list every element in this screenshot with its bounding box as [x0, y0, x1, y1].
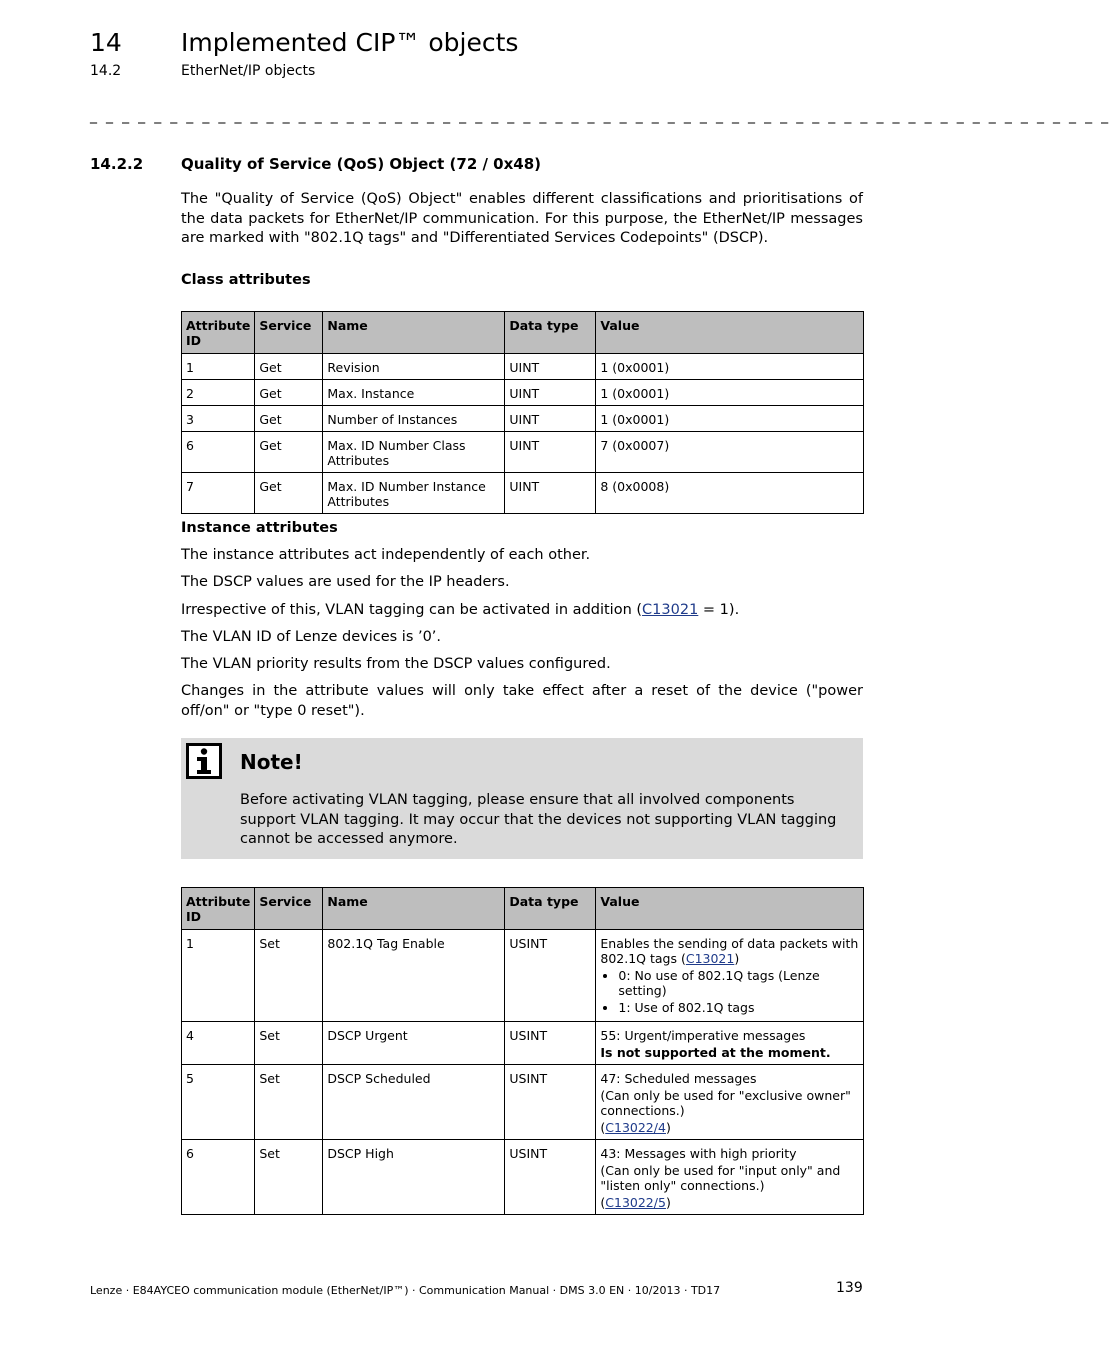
value-reference: (C13022/5)	[600, 1195, 671, 1210]
c13022-5-link[interactable]: C13022/5	[605, 1195, 666, 1210]
cell-value	[596, 1140, 864, 1215]
paragraph-vlan	[181, 601, 863, 621]
paragraph: The VLAN ID of Lenze devices is ’0’.	[181, 629, 442, 645]
column-header: Value	[596, 888, 864, 930]
cell-value: 7 (0x0007)	[596, 432, 864, 473]
column-header: Data type	[505, 888, 596, 930]
cell-service: Get	[255, 380, 323, 406]
cell-service: Get	[255, 406, 323, 432]
cell-name: Max. ID Number Instance Attributes	[323, 473, 505, 514]
instance-attributes-table	[181, 887, 864, 1215]
cell-attribute-id: 6	[182, 1140, 255, 1215]
value-text: )	[734, 951, 740, 966]
table-row	[182, 930, 864, 1022]
cell-attribute-id: 1	[182, 930, 255, 1022]
cell-service: Set	[255, 930, 323, 1022]
c13021-link[interactable]: C13021	[685, 951, 735, 966]
header-divider: _ _ _ _ _ _ _ _ _ _ _ _ _ _ _ _ _ _ _ _ _ _ _ _ _ _ _ _ _ _ _ _ _ _ _ _ _ _ _ _ _ _ _ _ _ _ _ _ _ _ _ _ _ _ _ _ _ _ _ _ _ _ _ _	[90, 108, 1110, 124]
table-row	[182, 406, 864, 432]
paragraph: The VLAN priority results from the DSCP values configured.	[181, 656, 611, 672]
cell-attribute-id: 2	[182, 380, 255, 406]
cell-name: DSCP Urgent	[323, 1022, 505, 1065]
cell-value: 1 (0x0001)	[596, 354, 864, 380]
table-row	[182, 1065, 864, 1140]
note-text: Before activating VLAN tagging, please ensure that all involved components support VLAN tagging. It may occur that the devices not supporting VLAN tagging cannot be accessed anymore.	[240, 792, 837, 847]
cell-value: 1 (0x0001)	[596, 380, 864, 406]
cell-name: DSCP High	[323, 1140, 505, 1215]
cell-attribute-id: 5	[182, 1065, 255, 1140]
value-text: Enables the sending of data packets with 802.1Q tags (	[600, 936, 859, 966]
cell-attribute-id: 6	[182, 432, 255, 473]
cell-service: Get	[255, 432, 323, 473]
cell-attribute-id: 3	[182, 406, 255, 432]
paragraph-text: Irrespective of this, VLAN tagging can be activated in addition (	[181, 602, 643, 618]
cell-data-type: USINT	[505, 1140, 596, 1215]
cell-name: 802.1Q Tag Enable	[323, 930, 505, 1022]
table-row	[182, 1022, 864, 1065]
c13021-link[interactable]: C13021	[642, 602, 699, 618]
table-row	[182, 380, 864, 406]
cell-data-type: UINT	[505, 432, 596, 473]
cell-value: 8 (0x0008)	[596, 473, 864, 514]
paragraph: The DSCP values are used for the IP headers.	[181, 574, 510, 590]
cell-name: Max. ID Number Class Attributes	[323, 432, 505, 473]
column-header: Name	[323, 312, 505, 354]
paragraph: The instance attributes act independently of each other.	[181, 547, 591, 563]
column-header: Service	[255, 312, 323, 354]
cell-data-type: UINT	[505, 406, 596, 432]
paragraph-text: = 1).	[698, 602, 740, 618]
cell-data-type: UINT	[505, 380, 596, 406]
value-text: (Can only be used for "exclusive owner" connections.)	[600, 1088, 851, 1118]
cell-name: Max. Instance	[323, 380, 505, 406]
cell-name: DSCP Scheduled	[323, 1065, 505, 1140]
subchapter-number: 14.2	[90, 63, 122, 79]
column-header: Value	[596, 312, 864, 354]
c13022-4-link[interactable]: C13022/4	[605, 1120, 666, 1135]
subchapter-title: EtherNet/IP objects	[181, 63, 316, 79]
cell-value	[596, 1022, 864, 1065]
value-text: 47: Scheduled messages	[600, 1071, 757, 1086]
cell-name: Revision	[323, 354, 505, 380]
cell-data-type: USINT	[505, 930, 596, 1022]
column-header: Attribute ID	[182, 888, 255, 930]
cell-service: Get	[255, 473, 323, 514]
table-header-row	[182, 312, 864, 354]
note-title: Note!	[240, 750, 303, 774]
class-attributes-table	[181, 311, 864, 514]
table-row	[182, 473, 864, 514]
list-item: • 0: No use of 802.1Q tags (Lenze setting)	[618, 968, 859, 998]
value-text: (Can only be used for "input only" and "listen only" connections.)	[600, 1163, 841, 1193]
cell-data-type: UINT	[505, 473, 596, 514]
table-row	[182, 432, 864, 473]
cell-data-type: USINT	[505, 1022, 596, 1065]
value-text: 43: Messages with high priority	[600, 1146, 797, 1161]
paragraph: Changes in the attribute values will only take effect after a reset of the device ("power off/on" or "type 0 reset").	[181, 683, 863, 719]
section-title: Quality of Service (QoS) Object (72 / 0x48)	[181, 155, 542, 173]
section-intro: The "Quality of Service (QoS) Object" enables different classifications and prioritisations of the data packets for EtherNet/IP communication. For this purpose, the EtherNet/IP messages are marked with "802.1Q tags" and "Differentiated Services Codepoints" (DSCP).	[181, 191, 863, 246]
cell-name: Number of Instances	[323, 406, 505, 432]
cell-attribute-id: 4	[182, 1022, 255, 1065]
column-header: Service	[255, 888, 323, 930]
cell-attribute-id: 1	[182, 354, 255, 380]
cell-data-type: USINT	[505, 1065, 596, 1140]
chapter-title: Implemented CIP™ objects	[181, 28, 519, 57]
cell-value	[596, 930, 864, 1022]
cell-service: Set	[255, 1022, 323, 1065]
section-number: 14.2.2	[90, 155, 144, 173]
info-icon	[186, 743, 222, 779]
class-attributes-heading: Class attributes	[181, 272, 311, 288]
chapter-number: 14	[90, 28, 122, 57]
column-header: Name	[323, 888, 505, 930]
table-row	[182, 1140, 864, 1215]
footer-text: Lenze · E84AYCEO communication module (EtherNet/IP™) · Communication Manual · DMS 3.0 EN · 10/2013 · TD17	[90, 1284, 721, 1297]
column-header: Data type	[505, 312, 596, 354]
cell-value	[596, 1065, 864, 1140]
value-text: 55: Urgent/imperative messages	[600, 1028, 806, 1043]
list-item: • 1: Use of 802.1Q tags	[618, 1000, 859, 1015]
cell-service: Get	[255, 354, 323, 380]
table-row	[182, 354, 864, 380]
cell-value: 1 (0x0001)	[596, 406, 864, 432]
value-reference: (C13022/4)	[600, 1120, 671, 1135]
value-warning: Is not supported at the moment.	[600, 1045, 831, 1060]
instance-attributes-heading: Instance attributes	[181, 520, 338, 536]
table-header-row	[182, 888, 864, 930]
page-number: 139	[836, 1280, 863, 1296]
cell-data-type: UINT	[505, 354, 596, 380]
column-header: Attribute ID	[182, 312, 255, 354]
cell-service: Set	[255, 1140, 323, 1215]
cell-service: Set	[255, 1065, 323, 1140]
cell-attribute-id: 7	[182, 473, 255, 514]
value-list	[600, 968, 859, 1015]
